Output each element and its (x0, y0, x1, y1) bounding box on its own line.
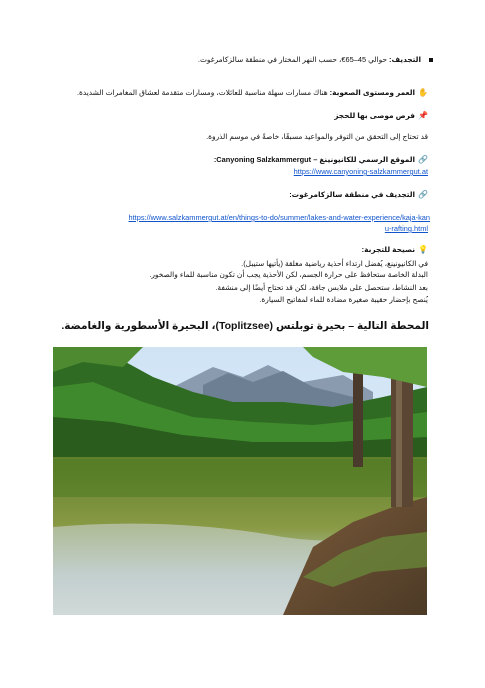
lake-photo (53, 347, 427, 615)
age-label: العمر ومستوى الصعوبة: (329, 88, 416, 97)
link-icon: 🔗 (418, 155, 428, 164)
age-line (77, 88, 428, 98)
pin-icon: 📌 (418, 111, 428, 120)
rafting-title (289, 190, 428, 200)
tip-line-2: البدلة الخاصة ستحافظ على حرارة الجسم، لكن الأحذية يجب أن تكون مناسبة للماء والصخور. (149, 270, 428, 279)
tip-label: نصيحة للتجربة: (361, 245, 416, 254)
tip-line-4: يُنصح بإحضار حقيبة صغيرة مضادة للماء لمفاتيح السيارة. (259, 295, 428, 304)
canyoning-link-row (294, 167, 428, 177)
canyoning-label: الموقع الرسمي للكانيونينغ – Canyoning Salzkammergut: (213, 155, 416, 164)
hand-icon: ✋ (418, 88, 428, 97)
rafting-link-row-2 (385, 224, 428, 234)
booking-label: فرص موصى بها للحجز (334, 111, 416, 120)
canyoning-link[interactable]: https://www.canyoning-salzkammergut.at (293, 167, 428, 176)
canyoning-title (214, 155, 428, 165)
booking-title (334, 111, 428, 121)
rafting-link-line2[interactable]: u-rafting.html (384, 224, 428, 233)
rafting-link-row-1 (129, 213, 431, 223)
price-text: حوالي 45–65€، حسب النهر المختار في منطقة سالزكامرغوت. (197, 55, 390, 64)
tip-line-1: في الكانيونينغ، يُفضل ارتداء أحذية رياضية مغلقة (يأتيها ستيبل). (241, 259, 428, 268)
link-icon: 🔗 (418, 190, 428, 199)
rafting-label: التجديف في منطقة سالزكامرغوت: (289, 190, 416, 199)
next-stop-heading: المحطة التالية – بحيرة توبلتس (Toplitzsee)، البحيرة الأسطورية والغامضة. (61, 320, 429, 332)
bullet-icon (429, 58, 433, 62)
price-label: التجديف: (389, 55, 421, 64)
tip-title (362, 245, 428, 255)
age-text: هناك مسارات سهلة مناسبة للعائلات، ومسارات متقدمة لعشاق المغامرات الشديدة. (76, 88, 330, 97)
booking-text: قد تحتاج إلى التحقق من التوفر والمواعيد مسبقًا، خاصةً في موسم الذروة. (206, 132, 428, 141)
rafting-link-line1[interactable]: https://www.salzkammergut.at/en/things-to-do/summer/lakes-and-water-experience/kaja-kan (128, 213, 430, 222)
tip-line-3: بعد النشاط، ستحصل على ملابس جافة، لكن قد تحتاج أيضًا إلى منشفة. (215, 283, 428, 292)
lightbulb-icon: 💡 (418, 245, 428, 254)
price-line (198, 55, 433, 65)
